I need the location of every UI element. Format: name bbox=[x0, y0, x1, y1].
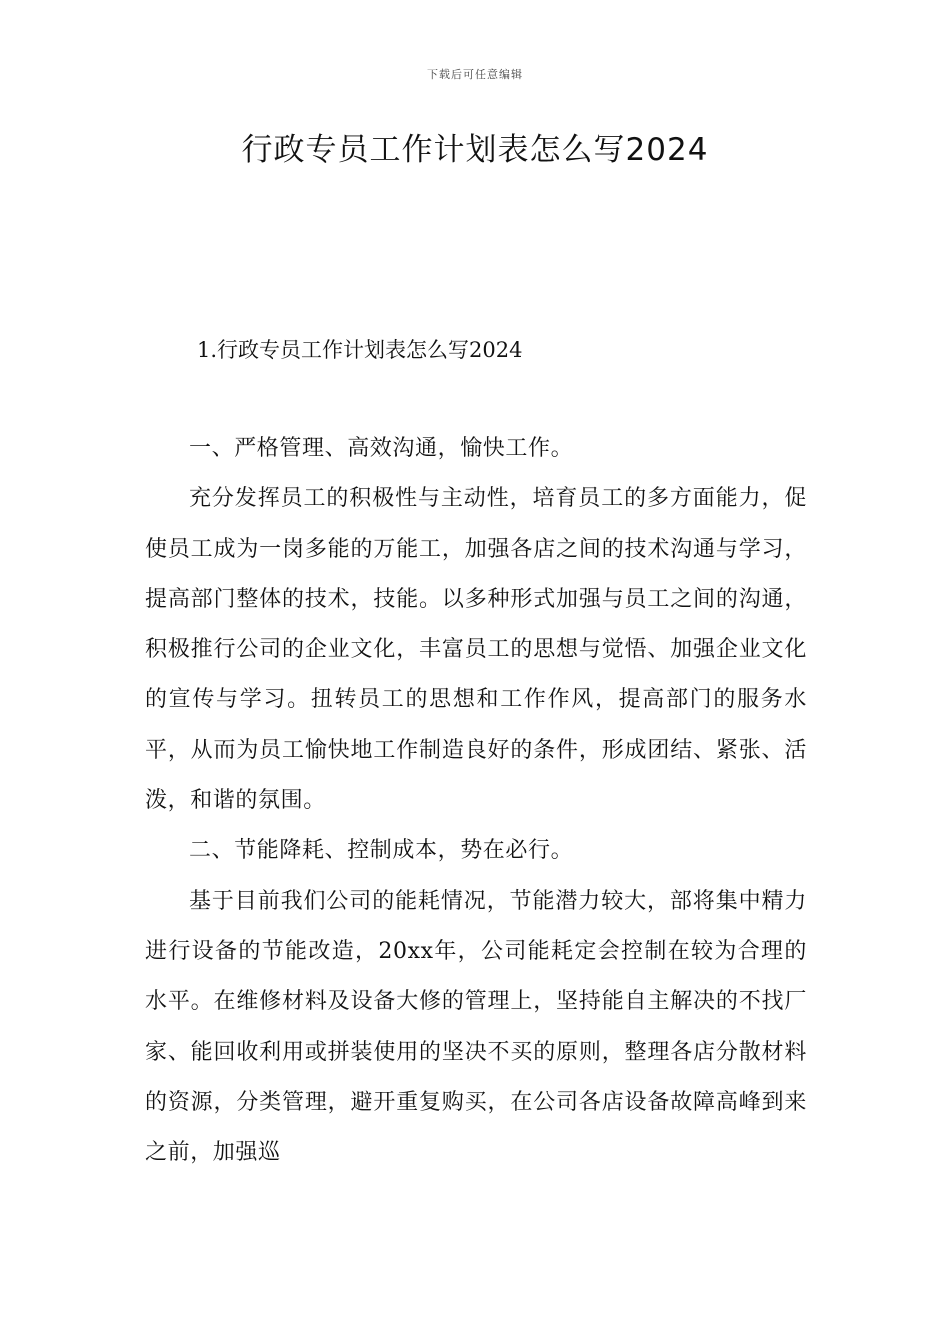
document-body bbox=[145, 424, 807, 1178]
section-paragraph-1: 充分发挥员工的积极性与主动性，培育员工的多方面能力，促使员工成为一岗多能的万能工，加强各店之间的技术沟通与学习，提高部门整体的技术，技能。以多种形式加强与员工之间的沟通，积极推行公司的企业文化，丰富员工的思想与觉悟、加强企业文化的宣传与学习。扭转员工的思想和工作作风，提高部门的服务水平，从而为员工愉快地工作制造良好的条件，形成团结、紧张、活泼，和谐的氛围。 bbox=[145, 486, 807, 814]
header-note: 下载后可任意编辑 bbox=[427, 68, 523, 81]
section-paragraph-2: 基于目前我们公司的能耗情况，节能潜力较大，部将集中精力进行设备的节能改造，20xx年，公司能耗定会控制在较为合理的水平。在维修材料及设备大修的管理上，坚持能自主解决的不找厂家、能回收利用或拼装使用的坚决不买的原则，整理各店分散材料的资源，分类管理，避开重复购买，在公司各店设备故障高峰到来之前，加强巡 bbox=[145, 888, 807, 1166]
section-heading-1: 一、严格管理、高效沟通，愉快工作。 bbox=[189, 436, 574, 461]
document-title: 行政专员工作计划表怎么写2024 bbox=[241, 132, 709, 168]
section-heading-2: 二、节能降耗、控制成本，势在必行。 bbox=[189, 838, 574, 864]
section-subtitle: 1.行政专员工作计划表怎么写2024 bbox=[197, 338, 523, 362]
